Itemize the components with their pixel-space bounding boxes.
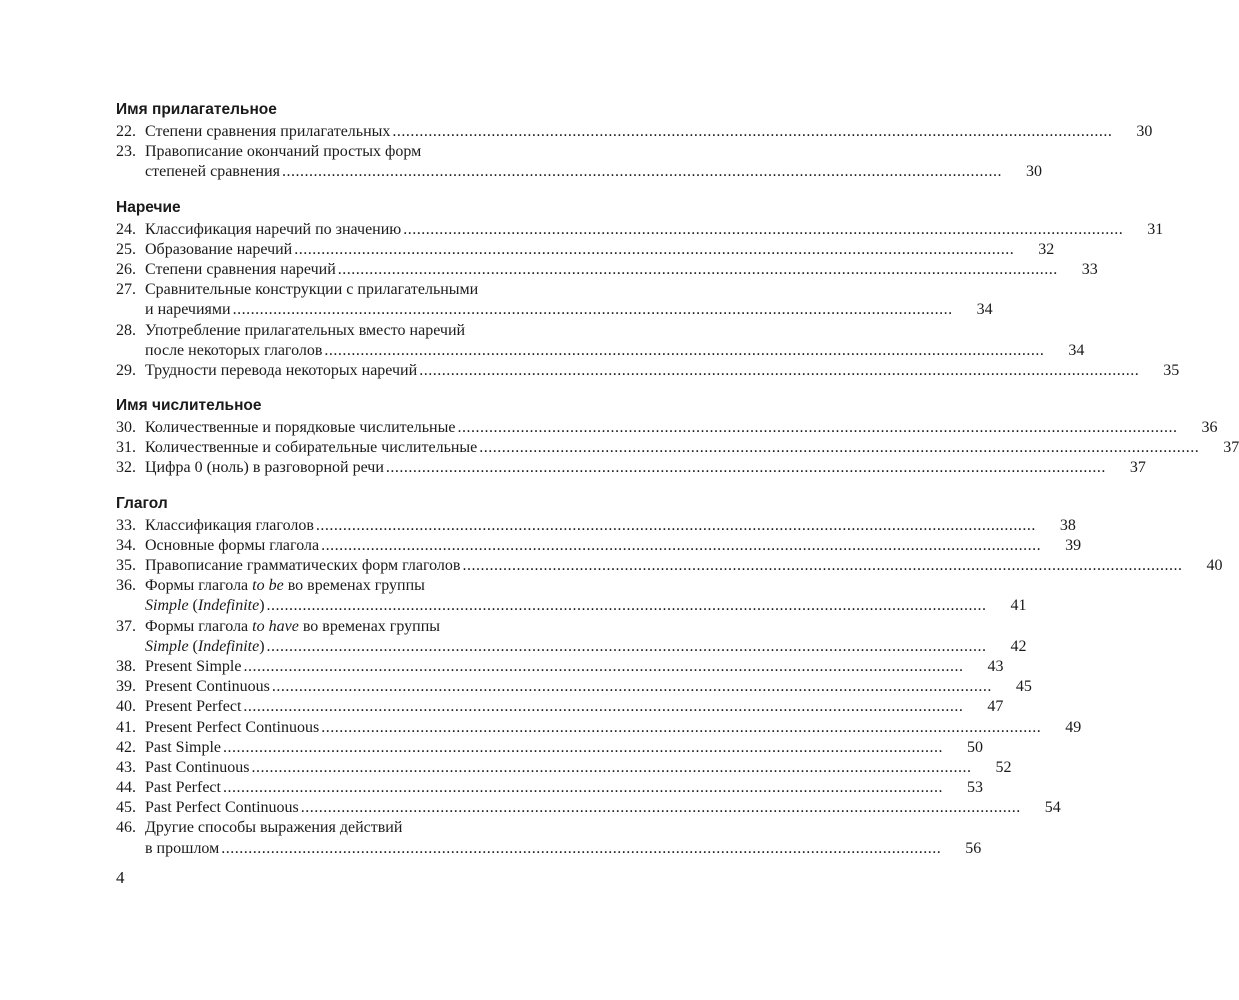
entry-number: 35. xyxy=(116,557,136,574)
dot-leader: ................................................................................................................................................................ xyxy=(243,657,964,675)
dot-leader: ................................................................................................................................................................ xyxy=(222,779,943,797)
entry-page-number: 49 xyxy=(1065,718,1082,736)
entry-number: 36. xyxy=(116,577,136,595)
dot-leader: ................................................................................................................................................................ xyxy=(232,301,953,319)
toc-entry[interactable] xyxy=(116,536,1082,556)
entry-title: Present Continuous xyxy=(145,678,270,696)
dot-leader: ................................................................................................................................................................ xyxy=(282,163,1002,181)
entry-number: 43. xyxy=(116,758,136,776)
entry-page-number: 53 xyxy=(966,779,983,797)
entry-page-number: 34 xyxy=(1068,341,1085,359)
entry-number: 40. xyxy=(116,698,136,716)
entry-title: степеней сравнения xyxy=(145,163,280,181)
entry-title: после некоторых глаголов xyxy=(145,341,323,359)
entry-number: 30. xyxy=(116,419,136,437)
entry-page-number: 30 xyxy=(1026,163,1042,181)
toc-entry[interactable] xyxy=(116,677,1032,697)
entry-number: 26. xyxy=(116,260,136,278)
entry-title: и наречиями xyxy=(145,301,231,319)
dot-leader: ................................................................................................................................................................ xyxy=(321,536,1042,554)
entry-page-number: 32 xyxy=(1038,240,1055,258)
toc-entry[interactable] xyxy=(116,458,1146,478)
entry-title: Классификация глаголов xyxy=(145,516,314,534)
entry-page-number: 52 xyxy=(995,758,1012,776)
entry-title: Past Simple xyxy=(145,738,222,756)
dot-leader: ................................................................................................................................................................ xyxy=(479,439,1200,457)
entry-title: Цифра 0 (ноль) в разговорной речи xyxy=(145,459,384,477)
dot-leader: ................................................................................................................................................................ xyxy=(462,557,1183,574)
entry-page-number: 39 xyxy=(1065,536,1082,554)
table-of-contents xyxy=(116,100,1239,859)
section-title: Имя прилагательное xyxy=(116,101,277,118)
toc-entry[interactable] xyxy=(116,576,1027,616)
entry-page-number: 31 xyxy=(1147,220,1164,238)
entry-number: 37. xyxy=(116,617,136,635)
entry-number: 25. xyxy=(116,240,136,258)
entry-title: Present Simple xyxy=(145,657,242,675)
entry-page-number: 33 xyxy=(1081,260,1098,278)
dot-leader: ................................................................................................................................................................ xyxy=(337,260,1058,278)
entry-title: Simple (Indefinite) xyxy=(145,637,265,655)
toc-entry[interactable] xyxy=(116,778,983,798)
toc-entry[interactable] xyxy=(116,280,993,320)
entry-number: 39. xyxy=(116,678,136,696)
dot-leader: ................................................................................................................................................................ xyxy=(243,698,964,716)
entry-page-number: 38 xyxy=(1059,516,1076,534)
entry-page-number: 37 xyxy=(1223,439,1239,457)
entry-title: Степени сравнения наречий xyxy=(145,260,336,278)
entry-number: 29. xyxy=(116,361,136,379)
entry-number: 27. xyxy=(116,281,136,299)
entry-number: 23. xyxy=(116,143,136,161)
entry-title: Другие способы выражения действий xyxy=(145,819,403,837)
entry-page-number: 50 xyxy=(967,738,984,756)
dot-leader: ................................................................................................................................................................ xyxy=(221,839,942,857)
toc-entry[interactable] xyxy=(116,142,1042,182)
entry-number: 42. xyxy=(116,738,136,756)
entry-page-number: 36 xyxy=(1201,419,1218,437)
page-number: 4 xyxy=(116,868,125,887)
entry-number: 32. xyxy=(116,459,136,477)
entry-page-number: 34 xyxy=(976,301,993,319)
entry-title: Simple (Indefinite) xyxy=(145,597,265,615)
toc-entry[interactable] xyxy=(116,220,1164,240)
entry-page-number: 43 xyxy=(987,657,1004,675)
toc-entry[interactable] xyxy=(116,617,1027,657)
entry-number: 41. xyxy=(116,718,136,736)
entry-title: Степени сравнения прилагательных xyxy=(145,123,391,140)
dot-leader: ................................................................................................................................................................ xyxy=(251,758,972,776)
toc-entry[interactable] xyxy=(116,697,1004,717)
entry-title: Количественные и собирательные числительные xyxy=(145,439,478,457)
section-title: Глагол xyxy=(116,494,168,512)
entry-title: Основные формы глагола xyxy=(145,536,320,554)
entry-page-number: 54 xyxy=(1044,799,1061,817)
dot-leader: ................................................................................................................................................................ xyxy=(223,738,944,756)
toc-entry[interactable] xyxy=(116,738,984,758)
toc-entry[interactable] xyxy=(116,556,1223,576)
dot-leader: ................................................................................................................................................................ xyxy=(321,718,1042,736)
dot-leader: ................................................................................................................................................................ xyxy=(457,419,1178,437)
entry-page-number: 37 xyxy=(1129,459,1146,477)
dot-leader: ................................................................................................................................................................ xyxy=(385,459,1106,477)
entry-number: 31. xyxy=(116,439,136,457)
entry-title: Past Perfect Continuous xyxy=(145,799,299,817)
entry-number: 33. xyxy=(116,516,136,534)
entry-title: Формы глагола to be во временах группы xyxy=(145,577,425,595)
toc-entry[interactable] xyxy=(116,758,1012,778)
dot-leader: ................................................................................................................................................................ xyxy=(419,361,1140,379)
entry-title: Образование наречий xyxy=(145,240,293,258)
toc-entry[interactable] xyxy=(116,798,1061,818)
entry-title: Трудности перевода некоторых наречий xyxy=(145,361,418,379)
entry-number: 24. xyxy=(116,220,136,238)
toc-entry[interactable] xyxy=(116,418,1218,438)
dot-leader: ................................................................................................................................................................ xyxy=(271,678,992,696)
entry-title: Формы глагола to have во временах группы xyxy=(145,617,441,635)
entry-title: Правописание грамматических форм глаголов xyxy=(145,557,461,574)
entry-page-number: 42 xyxy=(1010,637,1027,655)
entry-title: Present Perfect Continuous xyxy=(145,718,320,736)
entry-number: 46. xyxy=(116,819,136,837)
dot-leader: ................................................................................................................................................................ xyxy=(403,220,1124,238)
entry-number: 28. xyxy=(116,321,136,339)
dot-leader: ................................................................................................................................................................ xyxy=(294,240,1015,258)
entry-number: 34. xyxy=(116,536,136,554)
toc-entry[interactable] xyxy=(116,516,1076,536)
entry-page-number: 47 xyxy=(987,698,1004,716)
entry-title: Употребление прилагательных вместо наречий xyxy=(145,321,466,339)
entry-number: 45. xyxy=(116,799,136,817)
entry-page-number: 45 xyxy=(1015,678,1032,696)
entry-number: 44. xyxy=(116,779,136,797)
entry-title: Правописание окончаний простых форм xyxy=(145,143,422,161)
toc-entry[interactable] xyxy=(116,321,1085,361)
dot-leader: ................................................................................................................................................................ xyxy=(315,516,1036,534)
dot-leader: ................................................................................................................................................................ xyxy=(324,341,1045,359)
section-title: Имя числительное xyxy=(116,397,262,415)
entry-title: Present Perfect xyxy=(145,698,242,716)
entry-number: 38. xyxy=(116,657,136,675)
entry-title: Past Continuous xyxy=(145,758,250,776)
toc-entry[interactable] xyxy=(116,260,1098,280)
entry-title: Сравнительные конструкции с прилагательными xyxy=(145,281,479,299)
toc-entry[interactable] xyxy=(116,240,1055,260)
dot-leader: ................................................................................................................................................................ xyxy=(266,597,987,615)
toc-entry[interactable] xyxy=(116,361,1180,381)
toc-entry[interactable] xyxy=(116,122,1153,142)
entry-title: Классификация наречий по значению xyxy=(145,220,402,238)
entry-title: в прошлом xyxy=(145,839,220,857)
entry-page-number: 56 xyxy=(965,839,982,857)
toc-entry[interactable] xyxy=(116,818,982,858)
entry-number: 22. xyxy=(116,123,136,140)
dot-leader: ................................................................................................................................................................ xyxy=(300,799,1021,817)
dot-leader: ................................................................................................................................................................ xyxy=(392,123,1113,140)
toc-entry[interactable] xyxy=(116,718,1082,738)
entry-page-number: 41 xyxy=(1010,597,1027,615)
entry-page-number: 40 xyxy=(1206,557,1223,574)
entry-title: Количественные и порядковые числительные xyxy=(145,419,456,437)
entry-page-number: 35 xyxy=(1163,361,1180,379)
entry-page-number: 30 xyxy=(1136,123,1153,140)
toc-entry[interactable] xyxy=(116,438,1239,458)
section-title: Наречие xyxy=(116,198,181,216)
toc-entry[interactable] xyxy=(116,657,1004,677)
dot-leader: ................................................................................................................................................................ xyxy=(266,637,987,655)
entry-title: Past Perfect xyxy=(145,779,221,797)
